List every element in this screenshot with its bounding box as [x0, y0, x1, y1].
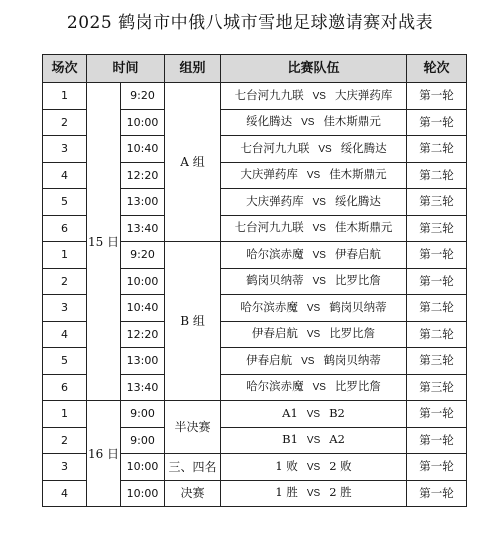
match-number: 5	[43, 348, 87, 375]
round-cell: 第二轮	[407, 136, 467, 163]
vs-label: VS	[312, 196, 326, 208]
round-cell: 第一轮	[407, 427, 467, 454]
match-teams	[221, 268, 407, 295]
group-cell: B 组	[165, 242, 221, 401]
round-cell: 第二轮	[407, 321, 467, 348]
group-cell: A 组	[165, 83, 221, 242]
time-cell: 10:00	[121, 109, 165, 136]
vs-label: VS	[312, 90, 326, 102]
header-group: 组别	[165, 55, 221, 83]
home-team: B1	[282, 432, 298, 447]
home-team: 鹤岗贝纳蒂	[246, 273, 304, 288]
header-match-no: 场次	[43, 55, 87, 83]
time-cell: 10:40	[121, 136, 165, 163]
match-teams	[221, 374, 407, 401]
round-cell: 第一轮	[407, 242, 467, 269]
home-team: A1	[282, 405, 298, 420]
away-team: 佳木斯鼎元	[329, 167, 387, 182]
match-teams	[221, 454, 407, 481]
match-teams	[221, 321, 407, 348]
vs-label: VS	[312, 249, 326, 261]
stage-cell: 决赛	[165, 480, 221, 507]
time-cell: 13:40	[121, 374, 165, 401]
vs-label: VS	[306, 435, 321, 447]
vs-label: VS	[306, 461, 321, 473]
time-cell: 13:40	[121, 215, 165, 242]
time-cell: 9:00	[121, 401, 165, 428]
match-teams	[221, 480, 407, 507]
time-cell: 10:00	[121, 454, 165, 481]
away-team: 2 败	[329, 458, 352, 473]
match-teams	[221, 215, 407, 242]
vs-label: VS	[301, 355, 315, 367]
header-row	[43, 55, 467, 83]
date-cell: 15 日	[87, 83, 121, 401]
home-team: 绥化腾达	[246, 114, 293, 129]
vs-label: VS	[306, 329, 321, 341]
away-team: 鹤岗贝纳蒂	[323, 352, 381, 367]
away-team: 比罗比詹	[329, 326, 376, 341]
away-team: 比罗比詹	[334, 379, 381, 394]
date-cell: 16 日	[87, 401, 121, 507]
match-teams	[221, 83, 407, 110]
away-team: 2 胜	[329, 485, 352, 500]
vs-label: VS	[306, 488, 321, 500]
away-team: 佳木斯鼎元	[334, 220, 393, 235]
round-cell: 第一轮	[407, 480, 467, 507]
round-cell: 第一轮	[407, 83, 467, 110]
header-time: 时间	[87, 55, 165, 83]
round-cell: 第三轮	[407, 189, 467, 216]
time-cell: 10:40	[121, 295, 165, 322]
match-teams	[221, 427, 407, 454]
table-row	[43, 401, 467, 428]
match-number: 4	[43, 162, 87, 189]
vs-label: VS	[312, 382, 326, 394]
schedule-table	[42, 54, 467, 507]
away-team: 比罗比詹	[334, 273, 381, 288]
time-cell: 10:00	[121, 268, 165, 295]
time-cell: 13:00	[121, 189, 165, 216]
round-cell: 第三轮	[407, 348, 467, 375]
header-teams: 比赛队伍	[221, 55, 407, 83]
match-number: 1	[43, 83, 87, 110]
time-cell: 12:20	[121, 321, 165, 348]
home-team: 七台河九九联	[234, 87, 304, 102]
table-row	[43, 83, 467, 110]
match-teams	[221, 295, 407, 322]
away-team: 绥化腾达	[340, 140, 387, 155]
away-team: 佳木斯鼎元	[323, 114, 381, 129]
match-number: 3	[43, 295, 87, 322]
match-number: 4	[43, 321, 87, 348]
time-cell: 13:00	[121, 348, 165, 375]
vs-label: VS	[306, 408, 321, 420]
round-cell: 第二轮	[407, 295, 467, 322]
match-teams	[221, 109, 407, 136]
round-cell: 第三轮	[407, 374, 467, 401]
away-team: 绥化腾达	[334, 193, 381, 208]
time-cell: 9:00	[121, 427, 165, 454]
away-team: 鹤岗贝纳蒂	[329, 299, 387, 314]
match-teams	[221, 162, 407, 189]
home-team: 哈尔滨赤魔	[246, 246, 304, 261]
home-team: 七台河九九联	[234, 220, 304, 235]
vs-label: VS	[306, 302, 321, 314]
header-round: 轮次	[407, 55, 467, 83]
home-team: 哈尔滨赤魔	[246, 379, 304, 394]
vs-label: VS	[301, 117, 315, 129]
match-number: 2	[43, 427, 87, 454]
time-cell: 12:20	[121, 162, 165, 189]
home-team: 1 败	[275, 458, 298, 473]
vs-label: VS	[312, 223, 326, 235]
stage-cell: 半决赛	[165, 401, 221, 454]
match-number: 6	[43, 374, 87, 401]
round-cell: 第三轮	[407, 215, 467, 242]
round-cell: 第一轮	[407, 454, 467, 481]
round-cell: 第一轮	[407, 109, 467, 136]
match-number: 1	[43, 242, 87, 269]
round-cell: 第二轮	[407, 162, 467, 189]
vs-label: VS	[318, 143, 332, 155]
away-team: A2	[329, 432, 345, 447]
match-number: 6	[43, 215, 87, 242]
home-team: 伊春启航	[246, 352, 293, 367]
match-number: 2	[43, 268, 87, 295]
match-teams	[221, 348, 407, 375]
vs-label: VS	[312, 276, 326, 288]
match-number: 1	[43, 401, 87, 428]
match-teams	[221, 242, 407, 269]
match-number: 4	[43, 480, 87, 507]
match-number: 3	[43, 136, 87, 163]
time-cell: 9:20	[121, 83, 165, 110]
home-team: 哈尔滨赤魔	[240, 299, 298, 314]
match-teams	[221, 189, 407, 216]
home-team: 七台河九九联	[240, 140, 310, 155]
page-title: 2025 鹤岗市中俄八城市雪地足球邀请赛对战表	[66, 13, 434, 33]
home-team: 大庆弹药库	[240, 167, 298, 182]
vs-label: VS	[306, 170, 321, 182]
home-team: 1 胜	[275, 485, 298, 500]
match-number: 2	[43, 109, 87, 136]
match-number: 3	[43, 454, 87, 481]
stage-cell: 三、四名	[165, 454, 221, 481]
time-cell: 10:00	[121, 480, 165, 507]
away-team: 大庆弹药库	[334, 87, 393, 102]
match-number: 5	[43, 189, 87, 216]
match-teams	[221, 401, 407, 428]
home-team: 伊春启航	[251, 326, 298, 341]
away-team: 伊春启航	[334, 246, 381, 261]
time-cell: 9:20	[121, 242, 165, 269]
home-team: 大庆弹药库	[246, 193, 304, 208]
round-cell: 第一轮	[407, 401, 467, 428]
match-teams	[221, 136, 407, 163]
away-team: B2	[329, 405, 345, 420]
round-cell: 第一轮	[407, 268, 467, 295]
